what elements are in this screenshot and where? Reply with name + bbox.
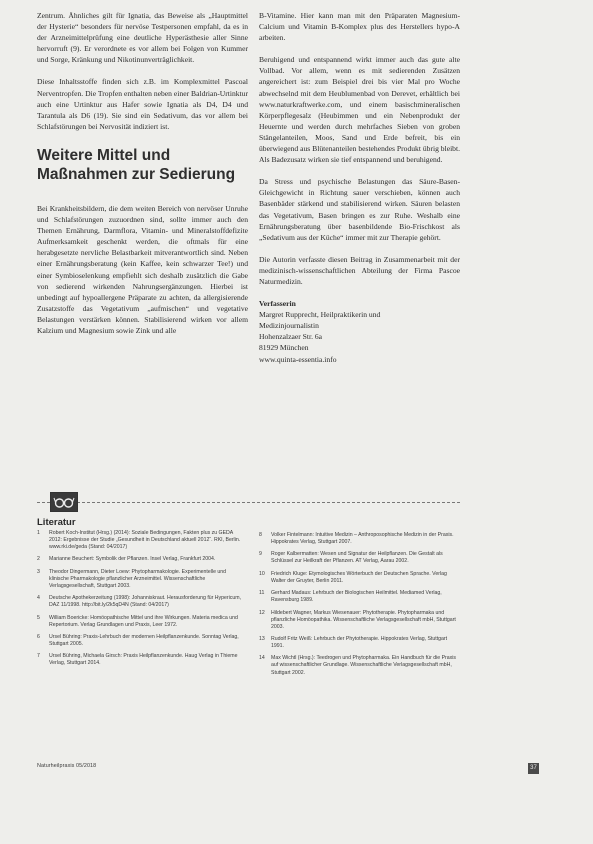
right-paragraph-3: Da Stress und psychische Belastungen das Säure-Basen-Gleichgewicht in Richtung sauer verschieben, können auch Basenbäder stärkend und stabilisierend wirken. Säuren belasten das Vegetativum, Basen bringen es zur Ruhe. Weshalb eine Ernährungsberatung über basenbildende Bio-Frischkost als „Sedativum aus der Küche“ immer mit zur Therapie gehört. bbox=[259, 177, 460, 242]
page-number: 37 bbox=[528, 763, 539, 774]
reference-item bbox=[259, 610, 460, 631]
section-heading: Weitere Mittel und Maßnahmen zur Sedierung bbox=[37, 146, 236, 183]
glasses-icon bbox=[50, 492, 78, 512]
right-paragraph-4: Die Autorin verfasste diesen Beitrag in Zusammenarbeit mit der medizinisch-wissenschaftlichen Abteilung der Firma Pascoe Naturmedizin. bbox=[259, 254, 460, 286]
reference-item bbox=[37, 569, 245, 590]
reference-text: Roger Kalbermatten: Wesen und Signatur der Heilpflanzen. Die Gestalt als Schlüssel zur Heilkraft der Pflanzen. AT Verlag, Aarau 2002. bbox=[271, 551, 443, 565]
reference-text: William Boericke: Homöopathische Mittel und ihre Wirkungen. Materia medica und Repertorium. Verlag Grundlagen und Praxis, Leer 1972. bbox=[49, 614, 238, 628]
author-heading: Verfasserin bbox=[259, 299, 296, 309]
reference-text: Gerhard Madaus: Lehrbuch der Biologischen Heilmittel. Mediamed Verlag, Ravensburg 1989. bbox=[271, 590, 442, 604]
intro-paragraph-1: Zentrum. Ähnliches gilt für Ignatia, das Beweise als „Hauptmittel der Hysterie“ besonders für nervöse Testpersonen empfahl, da es in der Arzneimittelprüfung eine deutliche Hyperästhesie aller Sinne hervorruft (9). Er verordnete es vor allem bei Folgen von Kummer und Sorge, Kränkung und Nikotinunverträglichkeit. bbox=[37, 11, 248, 65]
reference-number: 3 bbox=[37, 568, 40, 575]
reference-text: Ursel Bühring, Michaela Girsch: Praxis Heilpflanzenkunde. Haug Verlag in Thieme Verlag, Stuttgart 2014. bbox=[49, 653, 238, 667]
references-left bbox=[37, 530, 245, 673]
reference-number: 12 bbox=[259, 609, 265, 616]
reference-number: 10 bbox=[259, 570, 265, 577]
body-paragraph: Bei Krankheitsbildern, die dem weiten Bereich von nervöser Unruhe und Schlafstörungen zuzuordnen sind, sollte immer auch den Themen Ernährung, Darmflora, Vitamin- und Mineralstoffdefizite Aufmerksamkeit geschenkt werden, die oftmals für eine herabgesetzte nervliche Belastbarkeit mitverantwortlich sind. Neben einer Ernährungsberatung (kein Kaffee, kein schwarzer Tee!) und einer Symbioselenkung empfiehlt sich deshalb zusätzlich die Gabe von sedierend wirkenden Nahrungsergänzungen. Hierbei ist unbedingt auf hypoallergene Präparate zu achten, da allergisierende Zusatzstoffe das Vegetativum „aufmischen“ und vegetative Belastungen verstärken können. Stabilisierend wirken vor allem Kalzium und Magnesium sowie Zink und alle bbox=[37, 203, 248, 335]
author-street: Hohenzalzaer Str. 6a bbox=[259, 332, 323, 342]
reference-text: Deutsche Apothekerzeitung (1998): Johanniskraut. Herausforderung für Hypericum, DAZ 11/1998. http://bit.ly/2k5qD4N (Stand: 04/2017) bbox=[49, 595, 242, 609]
journal-footer: Naturheilpraxis 05/2018 bbox=[37, 763, 97, 769]
reference-number: 9 bbox=[259, 551, 262, 558]
right-text-column bbox=[259, 10, 460, 365]
reference-number: 14 bbox=[259, 655, 265, 662]
left-text-column bbox=[37, 10, 248, 347]
author-name: Margret Rupprecht, Heilpraktikerin und bbox=[259, 310, 381, 320]
reference-number: 11 bbox=[259, 590, 265, 597]
literature-divider bbox=[37, 502, 460, 503]
reference-item bbox=[37, 634, 245, 648]
reference-item bbox=[259, 551, 460, 565]
reference-number: 8 bbox=[259, 532, 262, 538]
reference-item bbox=[37, 653, 245, 667]
reference-number: 2 bbox=[37, 556, 40, 563]
right-paragraph-1: B-Vitamine. Hier kann man mit den Präparaten Magnesium-Calcium und Vitamin B-Komplex plus des Herstellers hypo-A arbeiten. bbox=[259, 11, 460, 43]
reference-item bbox=[259, 571, 460, 585]
reference-item bbox=[37, 615, 245, 629]
reference-item bbox=[259, 590, 460, 604]
reference-item bbox=[259, 532, 460, 546]
references-right bbox=[259, 532, 460, 682]
intro-paragraph-2: Diese Inhaltsstoffe finden sich z.B. im Komplexmittel Pascoal Nerventropfen. Die Tropfen enthalten neben einer Baldrian-Urtinktur auch eine Urtinktur aus Hafer sowie Ignatia als D4, D4 und Tarantula als D6 (19). Sie sind ein Sedativum, das vor allem bei Schlafstörungen bei Nervosität indiziert ist. bbox=[37, 77, 248, 131]
reference-number: 4 bbox=[37, 595, 40, 602]
reference-item bbox=[37, 556, 245, 563]
reference-text: Theodor Dingermann, Dieter Loew: Phytopharmakologie. Experimentelle und klinische Pharmakologie pflanzlicher Arzneimittel. Wissenschaftliche Verlagsgesellschaft, Stuttgart 2003. bbox=[49, 568, 227, 589]
reference-item bbox=[37, 530, 245, 551]
reference-text: Rudolf Fritz Weiß: Lehrbuch der Phytotherapie. Hippokrates Verlag, Stuttgart 1991. bbox=[271, 635, 448, 650]
right-paragraph-2: Beruhigend und entspannend wirkt immer auch das gute alte Vollbad. Vor allem, wenn es mit sedierenden Zusätzen angereichert ist: zum Beispiel drei bis vier Mal pro Woche abwechselnd mit dem Heublumenbad von Derevet, erhältlich bei www.naturkraftwerke.com, und einem basischmineralischen Körperpflegesalz (Heubimmen und ein Nebenprodukt der Heuernte und werden durch mehrfaches Sieben von groben Stängelanteilen, Moos, Sand und Erde befreit, bis ein überwiegend aus Blütenanteilen bestehendes Produkt übrig bleibt. Als Badezusatz wirken sie tief entspannend und beruhigend. bbox=[259, 55, 460, 165]
reference-text: Hildebert Wagner, Markus Wiesenauer: Phytotherapie. Phytopharmaka und pflanzliche Homöopathika. Wissenschaftliche Verlagsgesellschaft mbH, Stuttgart 2003. bbox=[271, 609, 456, 630]
literature-heading: Literatur bbox=[37, 517, 76, 528]
reference-number: 6 bbox=[37, 633, 40, 640]
reference-number: 7 bbox=[37, 653, 40, 660]
author-website[interactable]: www.quinta-essentia.info bbox=[259, 354, 337, 364]
reference-item bbox=[259, 636, 460, 650]
reference-item bbox=[259, 655, 460, 676]
reference-text: Volker Fintelmann: Intuitive Medizin – Anthroposophische Medizin in der Praxis. Hippokrates Verlag, Stuttgart 2007. bbox=[271, 532, 454, 546]
reference-number: 5 bbox=[37, 614, 40, 621]
author-block bbox=[259, 298, 460, 365]
reference-text: Ursel Bühring: Praxis-Lehrbuch der modernen Heilpflanzenkunde. Sonntag Verlag, Stuttgart 2005. bbox=[49, 633, 239, 648]
reference-text: Friedrich Kluge: Etymologisches Wörterbuch der Deutschen Sprache. Verlag Walter der Gruyter, Berlin 2011. bbox=[271, 570, 447, 584]
author-title: Medizinjournalistin bbox=[259, 321, 319, 331]
reference-number: 13 bbox=[259, 635, 265, 642]
reference-text: Robert Koch-Institut (Hrsg.) (2014): Soziale Bedingungen, Fakten plus zu GEDA 2012: Ergebnisse der Studie „Gesundheit in Deutschland aktuell 2012“. RKI, Berlin. www.rki.de/geda (Stand: 04/2017) bbox=[49, 530, 241, 551]
reference-text: Marianne Beuchert: Symbolik der Pflanzen. Insel Verlag, Frankfurt 2004. bbox=[49, 556, 216, 563]
reference-text: Max Wichtl (Hrsg.): Teedrogen und Phytopharmaka. Ein Handbuch für die Praxis auf wissenschaftlicher Grundlage. Wissenschaftliche Verlagsgesellschaft mbH, Stuttgart 2002. bbox=[271, 655, 457, 676]
reference-item bbox=[37, 595, 245, 609]
author-city: 81929 München bbox=[259, 343, 309, 353]
reference-number: 1 bbox=[37, 530, 40, 536]
